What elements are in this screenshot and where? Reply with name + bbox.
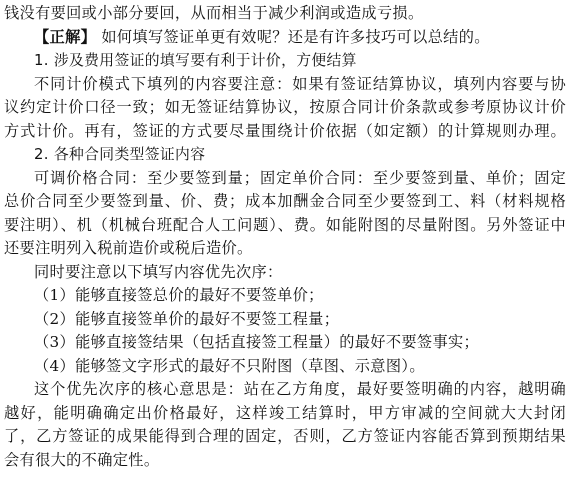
text-line-6: 方式计价。再有，签证的方式要尽量围绕计价依据（如定额）的计算规则办理。 — [4, 121, 566, 140]
section-heading-1: 1. 涉及费用签证的填写要有利于计价，方便结算 — [34, 52, 357, 69]
text-line-5: 议约定计价口径一致；如无签证结算协议，按原合同计价条款或参考原协议计价 — [4, 98, 566, 116]
priority-item-4: （4）能够签文字形式的最好不只附图（草图、示意图）。 — [34, 356, 425, 375]
zhengjie-text: 如何填写签证单更有效呢？还是有许多技巧可以总结的。 — [96, 27, 490, 46]
priority-intro: 同时要注意以下填写内容优先次序： — [34, 262, 283, 281]
priority-item-2: （2）能够直接签单价的最好不要签工程量； — [34, 309, 340, 328]
text-line-20: 会有很大的不确定性。 — [4, 450, 160, 469]
zhengjie-tag: 【正解】 — [34, 27, 97, 46]
text-line-9: 总价合同至少要签到量、价、费；成本加酬金合同至少要签到工、料（材料规格 — [4, 192, 566, 210]
text-line-11: 还要注明列入税前造价或税后造价。 — [4, 239, 253, 257]
priority-item-1: （1）能够直接签总价的最好不要签单价； — [34, 286, 324, 304]
section-heading-2: 2. 各种合同类型签证内容 — [34, 146, 206, 163]
zhengjie-paragraph — [4, 26, 566, 50]
text-line-4: 不同计价模式下填列的内容要注意：如果有签证结算协议，填列内容要与协 — [34, 74, 566, 93]
text-line-18: 越好，能明确确定出价格最好，这样竣工结算时，甲方审减的空间就大大封闭 — [4, 403, 566, 422]
text-line-10: 要注明）、机（机械台班配合人工问题）、费。如能附图的尽量附图。另外签证中 — [4, 215, 566, 234]
text-line-8: 可调价格合同：至少要签到量；固定单价合同：至少要签到量、单价；固定 — [34, 168, 566, 187]
text-line-17: 这个优先次序的核心意思是：站在乙方角度，最好要签明确的内容，越明确 — [34, 380, 566, 398]
text-line-1: 钱没有要回或小部分要回，从而相当于减少利润或造成亏损。 — [4, 4, 424, 22]
priority-item-3: （3）能够直接签结果（包括直接签工程量）的最好不要签事实； — [34, 333, 480, 351]
text-line-19: 了，乙方签证的成果能得到合理的固定，否则，乙方签证内容能否算到预期结果 — [4, 427, 566, 445]
